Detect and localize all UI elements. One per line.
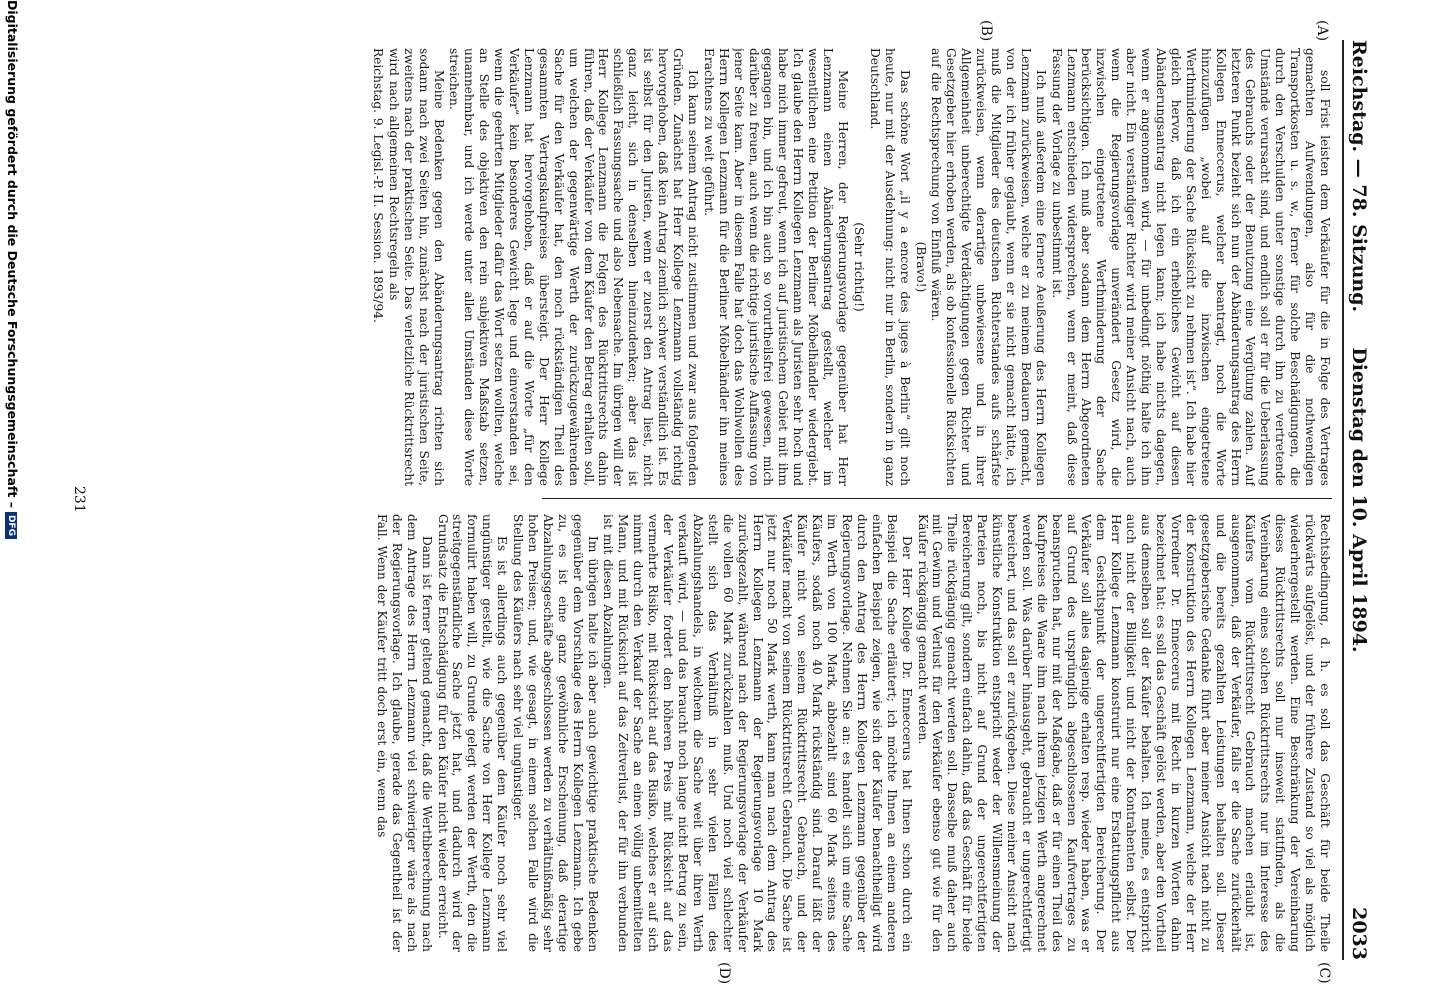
header-left: Reichstag. — 78. Sitzung. bbox=[1348, 40, 1370, 313]
page-header bbox=[1340, 40, 1376, 960]
paragraph: Ich kann seinem Antrag nicht zustimmen und zwar aus folgenden Gründen. Zunächst hat Herr Kollege Lenzmann vollständig richtig hervorgehoben, daß kein Antrag ziemlich schwer verständlich ist. Es ist selbst für den Juristen, wenn er zuerst den Antrag liest, nicht ganz leicht, sich in denselben hineinzudenken; aber das ist schließlich Fassungssache und also Nebensache. Im übrigen will der Herr Kollege Lenzmann die Folgen des Rücktrittsrechts dahin führen, daß der Verkäufer von dem Käufer den Betrag erhalten soll, um welchen der gegenwärtige Werth der zurückzugewährenden Sache für den Verkäufer hat, den noch rückständigen Theil des gesammten Vertragskaufpreises übersteigt. Der Herr Kollege Lenzmann hat hervorgehoben, daß er auf die Worte „für den Verkäufer“ kein besonderes Gewicht lege und einverstanden sei, wenn die geehrten Mitglieder dafür das Wort setzen wollten, welche an Stelle des objektiven den rein subjektiven Maßstab setzen, unannehmbar, und ich werde unter allen Umständen diese Worte streichen. bbox=[447, 48, 700, 486]
digitization-credit-text: Digitalisierung gefördert durch die Deutsche Forschungsgemeinschaft – bbox=[5, 0, 20, 508]
header-date: Dienstag den 10. April 1894. bbox=[1348, 347, 1370, 653]
header-page-number: 2033 bbox=[1348, 907, 1370, 960]
interjection: (Bravo!) bbox=[913, 241, 928, 293]
paragraph: Es ist allerdings auch gegenüber dem Käufer noch sehr viel ungünstiger gestellt, wie die Sache von Herr Kollege Lenzmann formulirt haben will, zu Grunde gelegt werden der Werth, den die streitgegenständliche Sache jetzt hat, und dadurch wird der Grundsatz die Entschädigung für den Käufer nicht wieder erreicht. bbox=[435, 514, 510, 952]
margin-letter-d: (D) bbox=[716, 962, 732, 985]
paragraph: Meine Bedenken gegen den Abänderungsantrag richten sich sodann nach zwei Seiten hin, zunächst nach der juristischen Seite, zweitens nach der praktischen Seite. Das verletzliche Rücktrittsrecht wird nach allgemeinen Rechtsregeln als bbox=[386, 48, 446, 486]
margin-letter-a: (A) bbox=[1314, 20, 1330, 42]
paragraph: Rechtsbedingung, d. h. es soll das Geschäft für beide Theile rückwärts aufgelöst, und der frühere Zustand so viel als möglich wiederhergestellt werden. Eine Beschränkung der Vereinbarung dieses Rücktrittsrechts soll nur insoweit stattfinden, als die Vereinbarung eines solchen Rücktrittsrechts nur im Interesse des Käufers vom Rücktrittsrecht Gebrauch machen erlaubt ist, ausgenommen, daß der Verkäufer, falls er die Sache zurückerhält und die bereits gezahlten Leistungen behalten soll. Dieser gesetzgeberische Gedanke führt aber meiner Ansicht nach nicht zu der Konstruktion des Herrn Kollegen Lenzmann, welche der Herr Vorredner Dr. Enneccerus mit Recht in kurzen Worten dahin bezeichnet hat: es soll das Geschäft gelöst werden, aber den Vortheil aus demselben soll der Käufer behalten. Ich meine, es entspricht auch nicht der Billigkeit und nicht der Kontrahenten selbst. Der Herr Kollege Lenzmann konstruirt nur eine Erstattungspflicht aus dem Gesichtspunkt der ungerechtfertigten Bereicherung. Der Verkäufer soll alles dasjenige erhalten resp. wieder haben, was er auf Grund des ursprünglich abgeschlossenen Kaufvertrages zu beanspruchen hat, nur mit der Maßgabe, daß er für einen Theil des Kaufpreises die Waare ihm nach ihrem jetzigen Werth angerechnet werden soll. Was darüber hinausgeht, gebraucht er ungerechtfertigt bereichert, und das soll er zurückgeben. Diese meiner Ansicht nach künstliche Konstruktion entspricht weder der Willensmeinung der Parteien noch, bis nicht auf Grund der ungerechtfertigten Bereicherung gilt, sondern einfach dahin, daß das Geschäft für beide Theile rückgängig gemacht werden soll. Dasselbe muß daher auch mit Gewinn und Verlust für den Verkäufer ebenso gut wie für den Käufer rückgängig gemacht werden. bbox=[915, 514, 1332, 952]
header-rule bbox=[1342, 40, 1344, 960]
margin-letter-c: (C) bbox=[1316, 962, 1332, 984]
digitization-credit bbox=[0, 0, 20, 1000]
interjection: (Sehr richtig!) bbox=[851, 222, 866, 312]
dfg-logo: DFG bbox=[6, 512, 18, 539]
margin-letter-b: (B) bbox=[978, 20, 994, 42]
paragraph: Dann ist ferner geltend gemacht, daß die Werthberechnung nach dem Antrage des Herrn Lenzmann viel schwieriger wäre als nach der Regierungsvorlage. Ich glaube, gerade das Gegentheil ist der Fall. Wenn der Käufer tritt doch erst ein, wenn das bbox=[374, 514, 434, 952]
paragraph: Im übrigen halte ich aber auch gewichtige praktische Bedenken gegenüber dem Vorschlage des Herrn Kollegen Lenzmann. Ich gebe zu, es ist eine ganz gewöhnliche Erscheinung, daß derartige Abzahlungsgeschäfte abgeschlossen werden zu verhältnißmäßig sehr hohen Preisen; und, wie gesagt, in einem solchen Falle wird die Stellung des Käufers nach sehr viel ungünstiger. bbox=[511, 514, 600, 952]
paragraph: Meine Herren, der Regierungsvorlage gegenüber hat Herr Lenzmann einen Abänderungsantrag gestellt, welcher im wesentlichen eine Petition der Berliner Möbelhändler wiedergiebt. Ich glaube den Herrn Kollegen Lenzmann als Juristen sehr hoch und habe mich immer gefreut, wenn ich auf juristischem Gebiet mit ihm gegangen bin, und ich bin auch so vorurtheilsfrei gewesen, mich darüber zu freuen, auch wenn die richtige juristische Auffassung von jener Seite kam. Aber in diesem Falle hat doch das Wohlwollen des Herrn Kollegen Lenzmann für die Berliner Möbelhändler ihn meines Erachtens zu weit geführt. bbox=[701, 48, 850, 486]
session-footnote: Reichstag. 9. Legisl.-P. II. Session. 1893/94. bbox=[370, 48, 385, 323]
paragraph: Der Herr Kollege Dr. Enneccerus hat Ihnen schon durch ein Beispiel die Sache erläutert; ich möchte Ihnen an einem anderen einfachen Beispiel zeigen, wie sich der Käufer benachtheiligt wird durch den Antrag des Herrn Kollegen Lenzmann gegenüber der Regierungsvorlage. Nehmen Sie an: es handelt sich um eine Sache im Werth von 100 Mark, abbezahlt sind 60 Mark seitens des Käufers, sodaß noch 40 Mark rückständig sind. Darauf läßt der Käufer nicht von seinem Rücktrittsrecht Gebrauch, und der Verkäufer macht von seinem Rücktrittsrecht Gebrauch. Die Sache ist jetzt nur noch 50 Mark werth, kann man nach dem Antrag des Herrn Kollegen Lenzmann der Regierungsvorlage 10 Mark zurückgezahlt, während nach der Regierungsvorlage der Verkäufer die vollen 60 Mark zurückzahlen muß. Und noch viel schlechter stellt sich das Verhältniß in sehr vielen Fällen des Abzahlungshandels, in welchem die Sache weit über ihren Werth verkauft wird, — und das braucht noch lange nicht Betrug zu sein, der Verkäufer fordert den höheren Preis mit Rücksicht auf das vermehrte Risiko, mit Rücksicht auf das Risiko, welches er auf sich nimmt durch den Verkauf der Sache an einen völlig unbemittelten Mann, und mit Rücksicht auf das Zeitverlust, der für ihn verbunden ist mit diesen Abzahlungen. bbox=[601, 514, 914, 952]
column-divider bbox=[542, 498, 1332, 499]
paragraph: soll Frist leisten dem Verkäufer für die in Folge des Vertrages gemachten Aufwendungen, also für die nothwendigen Transportkosten u. s. w., ferner für solche Beschädigungen, die durch den Verschulden unter sonstige durch ihn zu vertretende Umstände verursacht sind, und endlich soll er für die Ueberlassung des Gebrauchs oder der Benutzung eine Vergütung zahlen. Auf letzteren Punkt bezieht sich nun der Abänderungsantrag des Herrn Kollegen Enneccerus, welcher beantragt, noch die Worte hinzuzufügen „wobei auf die inzwischen eingetretene Werthminderung der Sache Rücksicht zu nehmen ist“. Ich habe hier gleich hervor, daß ich ein erhebliches Gewicht auf diesen Abänderungsantrag nicht legen kann; ich habe nichts dagegen, wenn er angenommen wird, — für unbedingt nöthig halte ich ihn aber nicht. Ein verständiger Richter wird meiner Ansicht nach, auch wenn die Regierungsvorlage unverändert Gesetz wird, die inzwischen eingetretene Werthminderung der Sache berücksichtigen. Ich muß aber sodann dem Herrn Abgeordneten Lenzmann entschieden widersprechen, wenn er meint, daß diese Fassung der Vorlage zu unbestimmt ist. bbox=[1049, 48, 1332, 486]
left-column bbox=[82, 48, 1332, 486]
printed-page-number: 231 bbox=[71, 486, 87, 513]
right-column bbox=[82, 514, 1332, 952]
paragraph: Das schöne Wort „il y a encore des juges à Berlin“ gilt noch heute, nur mit der Ausdehnung: nicht nur in Berlin, sondern in ganz Deutschland. bbox=[867, 48, 912, 486]
paragraph: Ich muß außerdem eine fernere Aeußerung des Herrn Kollegen Lenzmann zurückweisen, welche er zu meinem Bedauern gemacht, von der ich früher geglaubt, wenn er sie nicht gemacht hätte, ich muß die Mitglieder des deutschen Richterstandes aufs schärfste zurückweisen, wenn derartige unbewiesene und in ihrer Allgemeinheit unberechtigte Verdächtigungen gegen Richter und Gesetzgeber hier erhoben werden, als ob konfessionelle Rücksichten auf die Rechtsprechung von Einfluß wären. bbox=[929, 48, 1048, 486]
